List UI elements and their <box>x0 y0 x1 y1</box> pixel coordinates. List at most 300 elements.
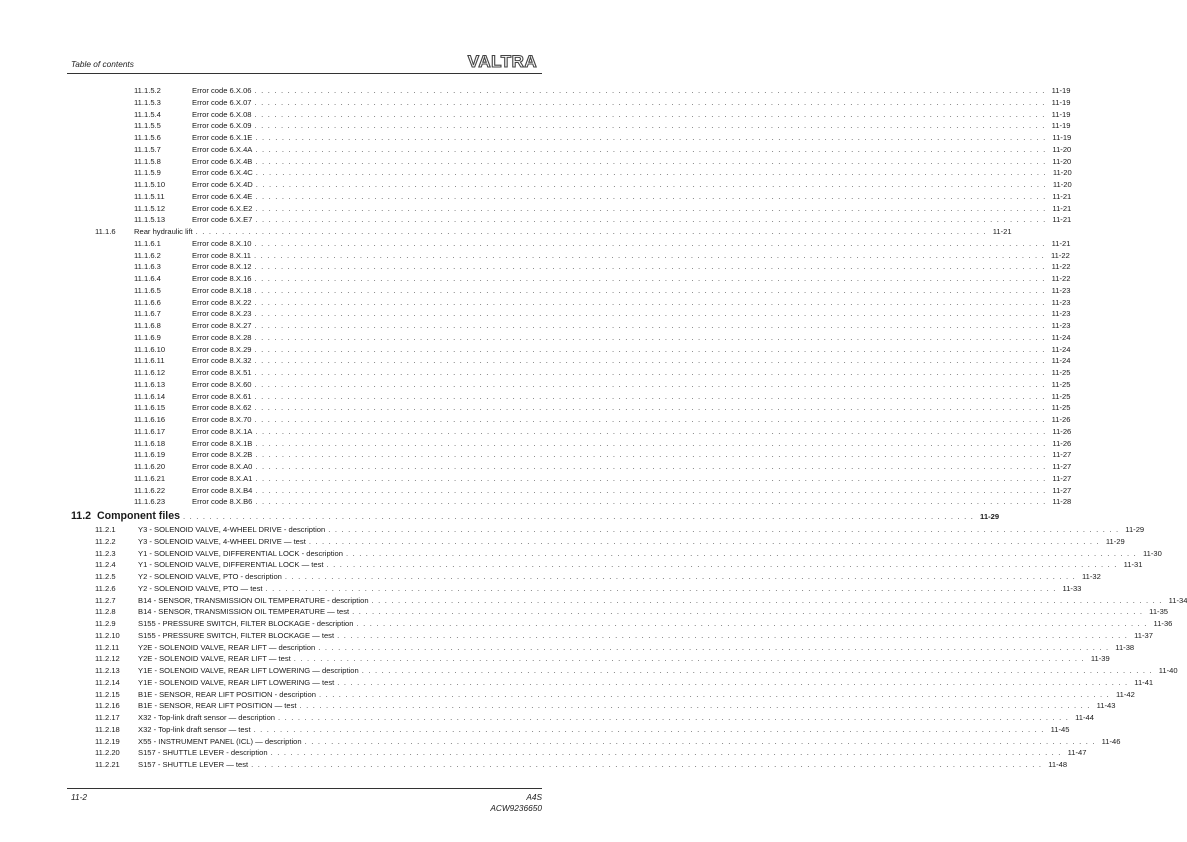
toc-dot-leader: . . . . . . . . . . . . . . . . . . . . . . . . . . . . . . . . . . . . . . . . . . . . . . . . . . . . . . . . . . . . . . . . . . . . . . . . . . . . . . . . . . . . . . . . . . . . . . . . . . . . . . . . . . . . . . . . . . . . . . . . <box>254 121 1046 131</box>
toc-dot-leader: . . . . . . . . . . . . . . . . . . . . . . . . . . . . . . . . . . . . . . . . . . . . . . . . . . . . . . . . . . . . . . . . . . . . . . . . . . . . . . . . . . . . . . . . . . . . . . . . . . . . . . . . . . . . . . . . . . . . . . . . <box>254 86 1046 95</box>
toc-entry-page: 11-29 <box>980 512 1000 521</box>
toc-entry-page: 11-27 <box>1052 450 1072 460</box>
toc-entry[interactable] <box>0 606 1169 618</box>
toc-entry-page: 11-47 <box>1067 748 1087 758</box>
toc-entry-title: Error code 8.X.B6 <box>192 497 253 507</box>
toc-dot-leader: . . . . . . . . . . . . . . . . . . . . . . . . . . . . . . . . . . . . . . . . . . . . . . . . . . . . . . . . . . . . . . . . . . . . . . . . . . . . . . . . . . . . . . . . . . . . . . . . . . . . . . . . . . . . . . . . . . . . . . . . <box>255 156 1047 166</box>
toc-entry-title: Error code 8.X.61 <box>192 391 252 401</box>
toc-entry-title: Y2 - SOLENOID VALVE, PTO - description <box>138 572 282 581</box>
toc-entry-number: 11.1.6.3 <box>134 262 161 272</box>
toc-entry[interactable] <box>0 203 1072 215</box>
toc-entry-title: Component files <box>97 510 180 522</box>
toc-dot-leader: . . . . . . . . . . . . . . . . . . . . . . . . . . . . . . . . . . . . . . . . . . . . . . . . . . . . . . . . . . . . . . . . . . . . . . . . . . . . . . . . . . . . . . . . . . . . . . . . . . . . . . . . . . . . . . . . . . . . . . . . <box>361 666 1153 675</box>
toc-entry[interactable] <box>0 571 1101 583</box>
toc-entry-page: 11-19 <box>1051 86 1071 95</box>
toc-entry[interactable] <box>0 132 1072 144</box>
toc-entry-page: 11-21 <box>1051 238 1071 248</box>
toc-entry-title: Error code 8.X.2B <box>192 450 253 460</box>
toc-entry-number: 11.2.1 <box>95 525 116 534</box>
toc-dot-leader: . . . . . . . . . . . . . . . . . . . . . . . . . . . . . . . . . . . . . . . . . . . . . . . . . . . . . . . . . . . . . . . . . . . . . . . . . . . . . . . . . . . . . . . . . . . . . . . . . . . . . . . . . . . . . . . . . . . . . . . . <box>254 309 1046 319</box>
toc-entry-title: Error code 8.X.62 <box>192 403 252 413</box>
toc-entry-page: 11-28 <box>1052 497 1072 507</box>
toc-entry-page: 11-23 <box>1051 297 1071 307</box>
toc-entry-number: 11.1.5.9 <box>134 168 161 178</box>
toc-entry-number: 11.2.15 <box>95 689 120 699</box>
toc-entry-number: 11.2.10 <box>95 630 120 640</box>
toc-entry-number: 11.1.5.11 <box>134 191 165 201</box>
toc-entry[interactable] <box>0 414 1071 426</box>
toc-entry[interactable] <box>0 250 1070 262</box>
toc-entry-number: 11.1.5.10 <box>134 180 166 189</box>
toc-entry-title: Error code 8.X.51 <box>192 368 252 377</box>
toc-entry-title: X32 - Top-link draft sensor — test <box>138 724 251 734</box>
toc-entry[interactable] <box>0 320 1071 332</box>
toc-entry[interactable] <box>0 630 1153 642</box>
toc-dot-leader: . . . . . . . . . . . . . . . . . . . . . . . . . . . . . . . . . . . . . . . . . . . . . . . . . . . . . . . . . . . . . . . . . . . . . . . . . . . . . . . . . . . . . . . . . . . . . . . . . . . . . . . . . . . . . . . . . . . . . . . . <box>284 572 1076 581</box>
toc-entry-page: 11-23 <box>1051 309 1071 319</box>
toc-entry[interactable] <box>0 297 1071 309</box>
toc-entry-number: 11.1.5.13 <box>134 215 166 225</box>
toc-entry-page: 11-27 <box>1052 485 1072 495</box>
toc-entry-title: Error code 8.X.1A <box>192 426 253 436</box>
toc-entry[interactable] <box>0 144 1072 156</box>
toc-entry-title: Y2E - SOLENOID VALVE, REAR LIFT — description <box>138 642 316 652</box>
toc-dot-leader: . . . . . . . . . . . . . . . . . . . . . . . . . . . . . . . . . . . . . . . . . . . . . . . . . . . . . . . . . . . . . . . . . . . . . . . . . . . . . . . . . . . . . . . . . . . . . . . . . . . . . . . . . . . . . . . . . . . . . . . . <box>183 512 975 521</box>
toc-entry-title: X32 - Top-link draft sensor — description <box>138 713 276 722</box>
toc-entry-number: 11.2.9 <box>95 619 116 628</box>
toc-entry-page: 11-21 <box>1052 203 1072 213</box>
toc-entry-page: 11-24 <box>1051 356 1071 366</box>
toc-entry-page: 11-29 <box>1125 525 1145 534</box>
toc-entry-page: 11-25 <box>1051 391 1071 401</box>
toc-entry-page: 11-24 <box>1051 344 1071 354</box>
table-of-contents <box>0 85 1187 771</box>
toc-entry-number: 11.1.6.10 <box>134 344 166 354</box>
toc-entry-number: 11.2.18 <box>95 724 120 734</box>
toc-entry-number: 11.1.6.23 <box>134 497 166 507</box>
toc-dot-leader: . . . . . . . . . . . . . . . . . . . . . . . . . . . . . . . . . . . . . . . . . . . . . . . . . . . . . . . . . . . . . . . . . . . . . . . . . . . . . . . . . . . . . . . . . . . . . . . . . . . . . . . . . . . . . . . . . . . . . . . . <box>254 368 1046 377</box>
toc-entry[interactable] <box>0 332 1071 344</box>
toc-entry-number: 11.1.6.18 <box>134 438 166 448</box>
toc-entry-number: 11.1.6.1 <box>134 238 161 248</box>
toc-dot-leader: . . . . . . . . . . . . . . . . . . . . . . . . . . . . . . . . . . . . . . . . . . . . . . . . . . . . . . . . . . . . . . . . . . . . . . . . . . . . . . . . . . . . . . . . . . . . . . . . . . . . . . . . . . . . . . . . . . . . . . . . <box>251 760 1043 769</box>
toc-entry-number: 11.2.13 <box>95 666 120 675</box>
toc-entry-title: Error code 8.X.B4 <box>192 485 253 495</box>
toc-entry[interactable] <box>0 344 1071 356</box>
toc-entry[interactable] <box>0 214 1072 226</box>
toc-entry-number: 11.2.3 <box>95 548 116 558</box>
toc-entry-page: 11-37 <box>1134 630 1153 640</box>
toc-entry-page: 11-24 <box>1051 332 1071 342</box>
toc-entry-title: Error code 6.X.E2 <box>192 203 253 213</box>
toc-entry-title: Y1E - SOLENOID VALVE, REAR LIFT LOWERING — description <box>138 666 359 675</box>
toc-entry-title: Y1 - SOLENOID VALVE, DIFFERENTIAL LOCK - description <box>138 548 343 558</box>
toc-entry[interactable] <box>0 595 1187 607</box>
toc-dot-leader: . . . . . . . . . . . . . . . . . . . . . . . . . . . . . . . . . . . . . . . . . . . . . . . . . . . . . . . . . . . . . . . . . . . . . . . . . . . . . . . . . . . . . . . . . . . . . . . . . . . . . . . . . . . . . . . . . . . . . . . . <box>278 713 1070 722</box>
toc-entry-title: Y2 - SOLENOID VALVE, PTO — test <box>138 583 263 593</box>
toc-entry-title: Error code 6.X.4C <box>192 168 253 178</box>
toc-dot-leader: . . . . . . . . . . . . . . . . . . . . . . . . . . . . . . . . . . . . . . . . . . . . . . . . . . . . . . . . . . . . . . . . . . . . . . . . . . . . . . . . . . . . . . . . . . . . . . . . . . . . . . . . . . . . . . . . . . . . . . . . <box>254 332 1046 342</box>
toc-entry[interactable] <box>0 120 1071 132</box>
toc-entry-page: 11-19 <box>1051 121 1071 131</box>
toc-entry[interactable] <box>0 473 1072 485</box>
toc-entry-page: 11-25 <box>1051 368 1071 377</box>
toc-entry-page: 11-19 <box>1051 109 1071 119</box>
toc-dot-leader: . . . . . . . . . . . . . . . . . . . . . . . . . . . . . . . . . . . . . . . . . . . . . . . . . . . . . . . . . . . . . . . . . . . . . . . . . . . . . . . . . . . . . . . . . . . . . . . . . . . . . . . . . . . . . . . . . . . . . . . . <box>254 238 1046 248</box>
toc-dot-leader: . . . . . . . . . . . . . . . . . . . . . . . . . . . . . . . . . . . . . . . . . . . . . . . . . . . . . . . . . . . . . . . . . . . . . . . . . . . . . . . . . . . . . . . . . . . . . . . . . . . . . . . . . . . . . . . . . . . . . . . . <box>254 403 1046 413</box>
toc-entry-title: B14 - SENSOR, TRANSMISSION OIL TEMPERATURE - description <box>138 595 369 605</box>
toc-dot-leader: . . . . . . . . . . . . . . . . . . . . . . . . . . . . . . . . . . . . . . . . . . . . . . . . . . . . . . . . . . . . . . . . . . . . . . . . . . . . . . . . . . . . . . . . . . . . . . . . . . . . . . . . . . . . . . . . . . . . . . . . <box>255 450 1047 460</box>
toc-entry-page: 11-48 <box>1048 760 1068 769</box>
toc-entry-number: 11.1.6.5 <box>134 285 161 295</box>
toc-entry[interactable] <box>0 261 1071 273</box>
toc-entry-number: 11.2.8 <box>95 607 116 617</box>
toc-dot-leader: . . . . . . . . . . . . . . . . . . . . . . . . . . . . . . . . . . . . . . . . . . . . . . . . . . . . . . . . . . . . . . . . . . . . . . . . . . . . . . . . . . . . . . . . . . . . . . . . . . . . . . . . . . . . . . . . . . . . . . . . <box>255 168 1047 178</box>
toc-dot-leader: . . . . . . . . . . . . . . . . . . . . . . . . . . . . . . . . . . . . . . . . . . . . . . . . . . . . . . . . . . . . . . . . . . . . . . . . . . . . . . . . . . . . . . . . . . . . . . . . . . . . . . . . . . . . . . . . . . . . . . . . <box>299 701 1091 711</box>
toc-entry-title: Rear hydraulic lift <box>134 227 193 236</box>
toc-dot-leader: . . . . . . . . . . . . . . . . . . . . . . . . . . . . . . . . . . . . . . . . . . . . . . . . . . . . . . . . . . . . . . . . . . . . . . . . . . . . . . . . . . . . . . . . . . . . . . . . . . . . . . . . . . . . . . . . . . . . . . . . <box>254 285 1046 295</box>
toc-dot-leader: . . . . . . . . . . . . . . . . . . . . . . . . . . . . . . . . . . . . . . . . . . . . . . . . . . . . . . . . . . . . . . . . . . . . . . . . . . . . . . . . . . . . . . . . . . . . . . . . . . . . . . . . . . . . . . . . . . . . . . . . <box>318 642 1110 652</box>
toc-dot-leader: . . . . . . . . . . . . . . . . . . . . . . . . . . . . . . . . . . . . . . . . . . . . . . . . . . . . . . . . . . . . . . . . . . . . . . . . . . . . . . . . . . . . . . . . . . . . . . . . . . . . . . . . . . . . . . . . . . . . . . . . <box>254 391 1046 401</box>
toc-dot-leader: . . . . . . . . . . . . . . . . . . . . . . . . . . . . . . . . . . . . . . . . . . . . . . . . . . . . . . . . . . . . . . . . . . . . . . . . . . . . . . . . . . . . . . . . . . . . . . . . . . . . . . . . . . . . . . . . . . . . . . . . <box>255 462 1047 471</box>
toc-entry-title: Error code 8.X.A1 <box>192 473 253 483</box>
toc-entry-page: 11-46 <box>1101 736 1121 746</box>
toc-entry-title: Error code 8.X.32 <box>192 356 252 366</box>
toc-entry-page: 11-34 <box>1168 595 1187 605</box>
toc-entry-title: Error code 8.X.A0 <box>192 462 253 471</box>
toc-entry[interactable] <box>0 402 1071 414</box>
toc-entry-number: 11.1.6.9 <box>134 332 161 342</box>
toc-entry-number: 11.1.5.5 <box>134 121 161 131</box>
toc-dot-leader: . . . . . . . . . . . . . . . . . . . . . . . . . . . . . . . . . . . . . . . . . . . . . . . . . . . . . . . . . . . . . . . . . . . . . . . . . . . . . . . . . . . . . . . . . . . . . . . . . . . . . . . . . . . . . . . . . . . . . . . . <box>195 227 987 236</box>
toc-entry-number: 11.1.6.21 <box>134 473 166 483</box>
toc-entry[interactable] <box>0 759 1068 771</box>
toc-entry[interactable] <box>0 355 1071 367</box>
toc-entry[interactable] <box>0 167 1072 179</box>
toc-entry-title: B14 - SENSOR, TRANSMISSION OIL TEMPERATURE — test <box>138 607 350 617</box>
toc-dot-leader: . . . . . . . . . . . . . . . . . . . . . . . . . . . . . . . . . . . . . . . . . . . . . . . . . . . . . . . . . . . . . . . . . . . . . . . . . . . . . . . . . . . . . . . . . . . . . . . . . . . . . . . . . . . . . . . . . . . . . . . . <box>337 677 1129 687</box>
toc-entry-title: Y3 - SOLENOID VALVE, 4-WHEEL DRIVE - description <box>138 525 326 534</box>
toc-entry[interactable] <box>0 524 1145 536</box>
toc-entry-number: 11.2 <box>71 510 92 522</box>
toc-entry-page: 11-21 <box>992 227 1012 236</box>
toc-dot-leader: . . . . . . . . . . . . . . . . . . . . . . . . . . . . . . . . . . . . . . . . . . . . . . . . . . . . . . . . . . . . . . . . . . . . . . . . . . . . . . . . . . . . . . . . . . . . . . . . . . . . . . . . . . . . . . . . . . . . . . . . <box>255 426 1047 436</box>
valtra-logo-text: VALTRA <box>467 52 538 71</box>
toc-entry-number: 11.1.6.15 <box>134 403 166 413</box>
toc-entry-title: Y2E - SOLENOID VALVE, REAR LIFT — test <box>138 654 291 664</box>
toc-dot-leader: . . . . . . . . . . . . . . . . . . . . . . . . . . . . . . . . . . . . . . . . . . . . . . . . . . . . . . . . . . . . . . . . . . . . . . . . . . . . . . . . . . . . . . . . . . . . . . . . . . . . . . . . . . . . . . . . . . . . . . . . <box>255 133 1047 142</box>
toc-entry-page: 11-22 <box>1051 262 1071 272</box>
toc-entry[interactable] <box>0 308 1071 320</box>
toc-entry-title: Error code 8.X.16 <box>192 274 252 283</box>
toc-entry[interactable] <box>0 438 1072 450</box>
toc-entry-number: 11.1.6.7 <box>134 309 161 319</box>
toc-entry-number: 11.1.5.4 <box>134 109 161 119</box>
toc-entry[interactable] <box>0 485 1072 497</box>
toc-entry-title: Y1 - SOLENOID VALVE, DIFFERENTIAL LOCK — test <box>138 560 324 570</box>
toc-entry-title: Error code 8.X.10 <box>192 238 252 248</box>
toc-entry-number: 11.1.6.11 <box>134 356 165 366</box>
toc-entry[interactable] <box>0 677 1154 689</box>
toc-entry-title: B1E - SENSOR, REAR LIFT POSITION — test <box>138 701 297 711</box>
toc-entry-page: 11-33 <box>1062 583 1082 593</box>
toc-entry-title: X55 - INSTRUMENT PANEL (ICL) — description <box>138 736 302 746</box>
toc-entry-page: 11-38 <box>1115 642 1135 652</box>
header-rule <box>67 73 542 74</box>
toc-entry[interactable] <box>0 496 1072 508</box>
toc-entry-title: Error code 6.X.08 <box>192 109 252 119</box>
toc-entry-page: 11-21 <box>1052 191 1072 201</box>
toc-entry-title: Error code 8.X.29 <box>192 344 252 354</box>
toc-entry-page: 11-27 <box>1052 462 1072 471</box>
toc-entry-title: Y1E - SOLENOID VALVE, REAR LIFT LOWERING — test <box>138 677 335 687</box>
toc-entry[interactable] <box>0 426 1072 438</box>
toc-entry-title: S157 - SHUTTLE LEVER - description <box>138 748 268 758</box>
toc-entry-page: 11-20 <box>1052 168 1072 178</box>
toc-dot-leader: . . . . . . . . . . . . . . . . . . . . . . . . . . . . . . . . . . . . . . . . . . . . . . . . . . . . . . . . . . . . . . . . . . . . . . . . . . . . . . . . . . . . . . . . . . . . . . . . . . . . . . . . . . . . . . . . . . . . . . . . <box>255 473 1047 483</box>
toc-entry-title: Error code 6.X.07 <box>192 97 252 107</box>
toc-dot-leader: . . . . . . . . . . . . . . . . . . . . . . . . . . . . . . . . . . . . . . . . . . . . . . . . . . . . . . . . . . . . . . . . . . . . . . . . . . . . . . . . . . . . . . . . . . . . . . . . . . . . . . . . . . . . . . . . . . . . . . . . <box>356 619 1148 628</box>
toc-dot-leader: . . . . . . . . . . . . . . . . . . . . . . . . . . . . . . . . . . . . . . . . . . . . . . . . . . . . . . . . . . . . . . . . . . . . . . . . . . . . . . . . . . . . . . . . . . . . . . . . . . . . . . . . . . . . . . . . . . . . . . . . <box>352 607 1144 617</box>
toc-entry[interactable] <box>0 618 1173 630</box>
toc-dot-leader: . . . . . . . . . . . . . . . . . . . . . . . . . . . . . . . . . . . . . . . . . . . . . . . . . . . . . . . . . . . . . . . . . . . . . . . . . . . . . . . . . . . . . . . . . . . . . . . . . . . . . . . . . . . . . . . . . . . . . . . . <box>265 583 1057 593</box>
toc-dot-leader: . . . . . . . . . . . . . . . . . . . . . . . . . . . . . . . . . . . . . . . . . . . . . . . . . . . . . . . . . . . . . . . . . . . . . . . . . . . . . . . . . . . . . . . . . . . . . . . . . . . . . . . . . . . . . . . . . . . . . . . . <box>326 560 1118 570</box>
toc-entry-page: 11-25 <box>1051 403 1071 413</box>
toc-entry-number: 11.1.6.20 <box>134 462 166 471</box>
toc-dot-leader: . . . . . . . . . . . . . . . . . . . . . . . . . . . . . . . . . . . . . . . . . . . . . . . . . . . . . . . . . . . . . . . . . . . . . . . . . . . . . . . . . . . . . . . . . . . . . . . . . . . . . . . . . . . . . . . . . . . . . . . . <box>255 497 1047 507</box>
toc-entry-title: Error code 6.X.E7 <box>192 215 253 225</box>
toc-entry-title: Error code 8.X.60 <box>192 379 252 389</box>
toc-entry[interactable] <box>0 559 1143 571</box>
toc-entry[interactable] <box>0 449 1072 461</box>
toc-entry-number: 11.1.6.16 <box>134 415 166 424</box>
toc-entry-page: 11-27 <box>1052 473 1072 483</box>
toc-entry-page: 11-31 <box>1123 560 1143 570</box>
toc-entry-title: Error code 6.X.09 <box>192 121 252 131</box>
toc-entry[interactable] <box>0 665 1178 677</box>
toc-entry-number: 11.1.5.6 <box>134 133 161 142</box>
toc-dot-leader: . . . . . . . . . . . . . . . . . . . . . . . . . . . . . . . . . . . . . . . . . . . . . . . . . . . . . . . . . . . . . . . . . . . . . . . . . . . . . . . . . . . . . . . . . . . . . . . . . . . . . . . . . . . . . . . . . . . . . . . . <box>371 595 1163 605</box>
toc-entry-page: 11-20 <box>1052 156 1072 166</box>
toc-entry[interactable] <box>0 700 1116 712</box>
toc-dot-leader: . . . . . . . . . . . . . . . . . . . . . . . . . . . . . . . . . . . . . . . . . . . . . . . . . . . . . . . . . . . . . . . . . . . . . . . . . . . . . . . . . . . . . . . . . . . . . . . . . . . . . . . . . . . . . . . . . . . . . . . . <box>255 215 1047 225</box>
toc-entry-number: 11.1.6.19 <box>134 450 166 460</box>
toc-entry-number: 11.1.5.8 <box>134 156 161 166</box>
toc-entry-page: 11-44 <box>1075 713 1094 722</box>
toc-entry-number: 11.1.6.8 <box>134 321 161 330</box>
toc-entry-title: Error code 8.X.23 <box>192 309 252 319</box>
toc-dot-leader: . . . . . . . . . . . . . . . . . . . . . . . . . . . . . . . . . . . . . . . . . . . . . . . . . . . . . . . . . . . . . . . . . . . . . . . . . . . . . . . . . . . . . . . . . . . . . . . . . . . . . . . . . . . . . . . . . . . . . . . . <box>337 630 1129 640</box>
toc-entry-title: Error code 6.X.4A <box>192 144 253 154</box>
toc-entry-page: 11-43 <box>1096 701 1116 711</box>
toc-entry-page: 11-45 <box>1050 724 1070 734</box>
toc-entry-page: 11-19 <box>1051 97 1071 107</box>
toc-dot-leader: . . . . . . . . . . . . . . . . . . . . . . . . . . . . . . . . . . . . . . . . . . . . . . . . . . . . . . . . . . . . . . . . . . . . . . . . . . . . . . . . . . . . . . . . . . . . . . . . . . . . . . . . . . . . . . . . . . . . . . . . <box>255 203 1047 213</box>
toc-entry-page: 11-26 <box>1051 415 1071 424</box>
toc-entry-page: 11-22 <box>1051 250 1070 260</box>
footer-doc-info <box>490 792 542 813</box>
toc-entry-title: Error code 6.X.1E <box>192 133 253 142</box>
toc-dot-leader: . . . . . . . . . . . . . . . . . . . . . . . . . . . . . . . . . . . . . . . . . . . . . . . . . . . . . . . . . . . . . . . . . . . . . . . . . . . . . . . . . . . . . . . . . . . . . . . . . . . . . . . . . . . . . . . . . . . . . . . . <box>254 344 1046 354</box>
valtra-logo <box>462 52 543 70</box>
toc-entry-number: 11.1.6.12 <box>134 368 166 377</box>
toc-entry-number: 11.2.6 <box>95 583 116 593</box>
toc-entry-title: Error code 8.X.18 <box>192 285 252 295</box>
toc-entry-page: 11-21 <box>1052 215 1072 225</box>
toc-entry[interactable] <box>0 536 1125 548</box>
toc-entry-page: 11-26 <box>1052 426 1072 436</box>
toc-entry[interactable] <box>0 179 1072 191</box>
toc-entry[interactable] <box>0 273 1071 285</box>
toc-entry[interactable] <box>0 391 1071 403</box>
toc-entry-page: 11-41 <box>1134 677 1154 687</box>
toc-dot-leader: . . . . . . . . . . . . . . . . . . . . . . . . . . . . . . . . . . . . . . . . . . . . . . . . . . . . . . . . . . . . . . . . . . . . . . . . . . . . . . . . . . . . . . . . . . . . . . . . . . . . . . . . . . . . . . . . . . . . . . . . <box>328 525 1120 534</box>
toc-entry[interactable] <box>0 548 1162 560</box>
toc-entry-title: Error code 8.X.28 <box>192 332 252 342</box>
toc-entry-number: 11.2.17 <box>95 713 120 722</box>
toc-entry-number: 11.1.6.2 <box>134 250 161 260</box>
toc-entry[interactable] <box>0 379 1071 391</box>
toc-entry-number: 11.2.2 <box>95 536 116 546</box>
toc-entry-title: Error code 8.X.22 <box>192 297 252 307</box>
toc-entry-page: 11-20 <box>1052 144 1072 154</box>
toc-entry[interactable] <box>0 85 1071 97</box>
toc-entry-title: Error code 8.X.11 <box>192 250 251 260</box>
toc-dot-leader: . . . . . . . . . . . . . . . . . . . . . . . . . . . . . . . . . . . . . . . . . . . . . . . . . . . . . . . . . . . . . . . . . . . . . . . . . . . . . . . . . . . . . . . . . . . . . . . . . . . . . . . . . . . . . . . . . . . . . . . . <box>255 438 1047 448</box>
toc-dot-leader: . . . . . . . . . . . . . . . . . . . . . . . . . . . . . . . . . . . . . . . . . . . . . . . . . . . . . . . . . . . . . . . . . . . . . . . . . . . . . . . . . . . . . . . . . . . . . . . . . . . . . . . . . . . . . . . . . . . . . . . . <box>254 274 1046 283</box>
toc-entry[interactable] <box>0 712 1094 724</box>
toc-dot-leader: . . . . . . . . . . . . . . . . . . . . . . . . . . . . . . . . . . . . . . . . . . . . . . . . . . . . . . . . . . . . . . . . . . . . . . . . . . . . . . . . . . . . . . . . . . . . . . . . . . . . . . . . . . . . . . . . . . . . . . . . <box>345 548 1137 558</box>
toc-entry-page: 11-39 <box>1090 654 1110 664</box>
toc-entry-page: 11-23 <box>1051 321 1071 330</box>
toc-entry-number: 11.1.5.12 <box>134 203 166 213</box>
toc-entry-number: 11.1.5.2 <box>134 86 161 95</box>
toc-entry[interactable] <box>0 736 1121 748</box>
toc-entry-number: 11.1.5.3 <box>134 97 161 107</box>
toc-entry[interactable] <box>0 653 1110 665</box>
toc-entry-number: 11.2.7 <box>95 595 116 605</box>
toc-dot-leader: . . . . . . . . . . . . . . . . . . . . . . . . . . . . . . . . . . . . . . . . . . . . . . . . . . . . . . . . . . . . . . . . . . . . . . . . . . . . . . . . . . . . . . . . . . . . . . . . . . . . . . . . . . . . . . . . . . . . . . . . <box>254 356 1046 366</box>
toc-dot-leader: . . . . . . . . . . . . . . . . . . . . . . . . . . . . . . . . . . . . . . . . . . . . . . . . . . . . . . . . . . . . . . . . . . . . . . . . . . . . . . . . . . . . . . . . . . . . . . . . . . . . . . . . . . . . . . . . . . . . . . . . <box>254 97 1046 107</box>
toc-entry-page: 11-29 <box>1105 536 1125 546</box>
toc-entry-number: 11.1.6 <box>95 227 116 236</box>
toc-dot-leader: . . . . . . . . . . . . . . . . . . . . . . . . . . . . . . . . . . . . . . . . . . . . . . . . . . . . . . . . . . . . . . . . . . . . . . . . . . . . . . . . . . . . . . . . . . . . . . . . . . . . . . . . . . . . . . . . . . . . . . . . <box>308 536 1100 546</box>
toc-dot-leader: . . . . . . . . . . . . . . . . . . . . . . . . . . . . . . . . . . . . . . . . . . . . . . . . . . . . . . . . . . . . . . . . . . . . . . . . . . . . . . . . . . . . . . . . . . . . . . . . . . . . . . . . . . . . . . . . . . . . . . . . <box>255 485 1047 495</box>
toc-entry-page: 11-40 <box>1158 666 1178 675</box>
toc-entry-title: Y3 - SOLENOID VALVE, 4-WHEEL DRIVE — test <box>138 536 306 546</box>
toc-entry-page: 11-32 <box>1081 572 1101 581</box>
toc-entry-number: 11.1.6.17 <box>134 426 166 436</box>
toc-entry-title: Error code 6.X.4E <box>192 191 253 201</box>
toc-dot-leader: . . . . . . . . . . . . . . . . . . . . . . . . . . . . . . . . . . . . . . . . . . . . . . . . . . . . . . . . . . . . . . . . . . . . . . . . . . . . . . . . . . . . . . . . . . . . . . . . . . . . . . . . . . . . . . . . . . . . . . . . <box>254 415 1046 424</box>
toc-entry-number: 11.1.6.22 <box>134 485 166 495</box>
toc-entry-number: 11.1.6.4 <box>134 274 161 283</box>
toc-entry-number: 11.1.6.14 <box>134 391 166 401</box>
toc-entry-number: 11.2.11 <box>95 642 120 652</box>
toc-entry[interactable] <box>0 461 1072 473</box>
toc-entry-title: Error code 6.X.4B <box>192 156 253 166</box>
toc-entry-number: 11.2.5 <box>95 572 116 581</box>
toc-entry-title: Error code 6.X.06 <box>192 86 252 95</box>
toc-entry-title: B1E - SENSOR, REAR LIFT POSITION - description <box>138 689 316 699</box>
toc-entry-title: S155 - PRESSURE SWITCH, FILTER BLOCKAGE - description <box>138 619 354 628</box>
toc-entry-title: Error code 8.X.27 <box>192 321 252 330</box>
toc-entry-title: Error code 6.X.4D <box>192 180 253 189</box>
toc-entry[interactable] <box>0 97 1071 109</box>
toc-dot-leader: . . . . . . . . . . . . . . . . . . . . . . . . . . . . . . . . . . . . . . . . . . . . . . . . . . . . . . . . . . . . . . . . . . . . . . . . . . . . . . . . . . . . . . . . . . . . . . . . . . . . . . . . . . . . . . . . . . . . . . . . <box>254 379 1046 389</box>
toc-entry[interactable] <box>0 642 1135 654</box>
toc-entry[interactable] <box>0 226 1012 238</box>
toc-entry-page: 11-23 <box>1051 285 1071 295</box>
toc-dot-leader: . . . . . . . . . . . . . . . . . . . . . . . . . . . . . . . . . . . . . . . . . . . . . . . . . . . . . . . . . . . . . . . . . . . . . . . . . . . . . . . . . . . . . . . . . . . . . . . . . . . . . . . . . . . . . . . . . . . . . . . . <box>270 748 1062 758</box>
toc-entry-page: 11-26 <box>1052 438 1072 448</box>
toc-entry-number: 11.2.4 <box>95 560 116 570</box>
toc-entry-number: 11.2.12 <box>95 654 120 664</box>
toc-dot-leader: . . . . . . . . . . . . . . . . . . . . . . . . . . . . . . . . . . . . . . . . . . . . . . . . . . . . . . . . . . . . . . . . . . . . . . . . . . . . . . . . . . . . . . . . . . . . . . . . . . . . . . . . . . . . . . . . . . . . . . . . <box>253 250 1045 260</box>
footer-page-number: 11-2 <box>71 792 87 802</box>
toc-dot-leader: . . . . . . . . . . . . . . . . . . . . . . . . . . . . . . . . . . . . . . . . . . . . . . . . . . . . . . . . . . . . . . . . . . . . . . . . . . . . . . . . . . . . . . . . . . . . . . . . . . . . . . . . . . . . . . . . . . . . . . . . <box>254 262 1046 272</box>
toc-dot-leader: . . . . . . . . . . . . . . . . . . . . . . . . . . . . . . . . . . . . . . . . . . . . . . . . . . . . . . . . . . . . . . . . . . . . . . . . . . . . . . . . . . . . . . . . . . . . . . . . . . . . . . . . . . . . . . . . . . . . . . . . <box>255 191 1047 201</box>
toc-entry-page: 11-19 <box>1052 133 1072 142</box>
toc-entry[interactable] <box>0 689 1135 701</box>
toc-entry-title: S157 - SHUTTLE LEVER — test <box>138 760 249 769</box>
toc-entry-number: 11.1.6.13 <box>134 379 166 389</box>
toc-entry-number: 11.2.19 <box>95 736 120 746</box>
toc-dot-leader: . . . . . . . . . . . . . . . . . . . . . . . . . . . . . . . . . . . . . . . . . . . . . . . . . . . . . . . . . . . . . . . . . . . . . . . . . . . . . . . . . . . . . . . . . . . . . . . . . . . . . . . . . . . . . . . . . . . . . . . . <box>255 180 1047 189</box>
toc-entry-title: Error code 8.X.12 <box>192 262 252 272</box>
toc-entry[interactable] <box>0 238 1071 250</box>
toc-entry-page: 11-36 <box>1153 619 1173 628</box>
toc-entry-page: 11-30 <box>1143 548 1162 558</box>
toc-entry-title: Error code 8.X.70 <box>192 415 252 424</box>
toc-dot-leader: . . . . . . . . . . . . . . . . . . . . . . . . . . . . . . . . . . . . . . . . . . . . . . . . . . . . . . . . . . . . . . . . . . . . . . . . . . . . . . . . . . . . . . . . . . . . . . . . . . . . . . . . . . . . . . . . . . . . . . . . <box>254 297 1046 307</box>
toc-entry[interactable] <box>0 191 1072 203</box>
header-title: Table of contents <box>71 59 134 69</box>
toc-entry-number: 11.1.5.7 <box>134 144 161 154</box>
toc-entry-number: 11.2.14 <box>95 677 120 687</box>
toc-entry[interactable] <box>0 747 1087 759</box>
toc-entry-page: 11-35 <box>1149 607 1169 617</box>
toc-entry-number: 11.2.16 <box>95 701 120 711</box>
toc-entry-page: 11-25 <box>1051 379 1071 389</box>
toc-dot-leader: . . . . . . . . . . . . . . . . . . . . . . . . . . . . . . . . . . . . . . . . . . . . . . . . . . . . . . . . . . . . . . . . . . . . . . . . . . . . . . . . . . . . . . . . . . . . . . . . . . . . . . . . . . . . . . . . . . . . . . . . <box>254 109 1046 119</box>
toc-entry-page: 11-20 <box>1052 180 1072 189</box>
toc-entry[interactable] <box>0 367 1071 379</box>
toc-entry-number: 11.2.21 <box>95 760 120 769</box>
footer-rule <box>67 788 542 789</box>
toc-entry-page: 11-22 <box>1051 274 1071 283</box>
toc-entry[interactable] <box>0 583 1082 595</box>
footer-model: A4S <box>526 792 542 802</box>
toc-entry-title: Error code 8.X.1B <box>192 438 253 448</box>
toc-entry-number: 11.1.6.6 <box>134 297 161 307</box>
toc-entry[interactable] <box>0 724 1070 736</box>
toc-dot-leader: . . . . . . . . . . . . . . . . . . . . . . . . . . . . . . . . . . . . . . . . . . . . . . . . . . . . . . . . . . . . . . . . . . . . . . . . . . . . . . . . . . . . . . . . . . . . . . . . . . . . . . . . . . . . . . . . . . . . . . . . <box>318 689 1110 699</box>
toc-entry[interactable] <box>0 285 1071 297</box>
toc-entry-number: 11.2.20 <box>95 748 120 758</box>
toc-entry-page: 11-42 <box>1116 689 1135 699</box>
toc-dot-leader: . . . . . . . . . . . . . . . . . . . . . . . . . . . . . . . . . . . . . . . . . . . . . . . . . . . . . . . . . . . . . . . . . . . . . . . . . . . . . . . . . . . . . . . . . . . . . . . . . . . . . . . . . . . . . . . . . . . . . . . . <box>304 736 1096 746</box>
toc-dot-leader: . . . . . . . . . . . . . . . . . . . . . . . . . . . . . . . . . . . . . . . . . . . . . . . . . . . . . . . . . . . . . . . . . . . . . . . . . . . . . . . . . . . . . . . . . . . . . . . . . . . . . . . . . . . . . . . . . . . . . . . . <box>293 654 1085 664</box>
toc-dot-leader: . . . . . . . . . . . . . . . . . . . . . . . . . . . . . . . . . . . . . . . . . . . . . . . . . . . . . . . . . . . . . . . . . . . . . . . . . . . . . . . . . . . . . . . . . . . . . . . . . . . . . . . . . . . . . . . . . . . . . . . . <box>255 144 1047 154</box>
toc-dot-leader: . . . . . . . . . . . . . . . . . . . . . . . . . . . . . . . . . . . . . . . . . . . . . . . . . . . . . . . . . . . . . . . . . . . . . . . . . . . . . . . . . . . . . . . . . . . . . . . . . . . . . . . . . . . . . . . . . . . . . . . . <box>254 321 1046 330</box>
toc-entry-title: S155 - PRESSURE SWITCH, FILTER BLOCKAGE — test <box>138 630 335 640</box>
footer-doc-code: ACW9236650 <box>490 802 542 813</box>
toc-entry[interactable] <box>0 109 1071 121</box>
toc-dot-leader: . . . . . . . . . . . . . . . . . . . . . . . . . . . . . . . . . . . . . . . . . . . . . . . . . . . . . . . . . . . . . . . . . . . . . . . . . . . . . . . . . . . . . . . . . . . . . . . . . . . . . . . . . . . . . . . . . . . . . . . . <box>253 724 1045 734</box>
toc-entry[interactable] <box>0 509 1000 524</box>
toc-entry[interactable] <box>0 156 1072 168</box>
